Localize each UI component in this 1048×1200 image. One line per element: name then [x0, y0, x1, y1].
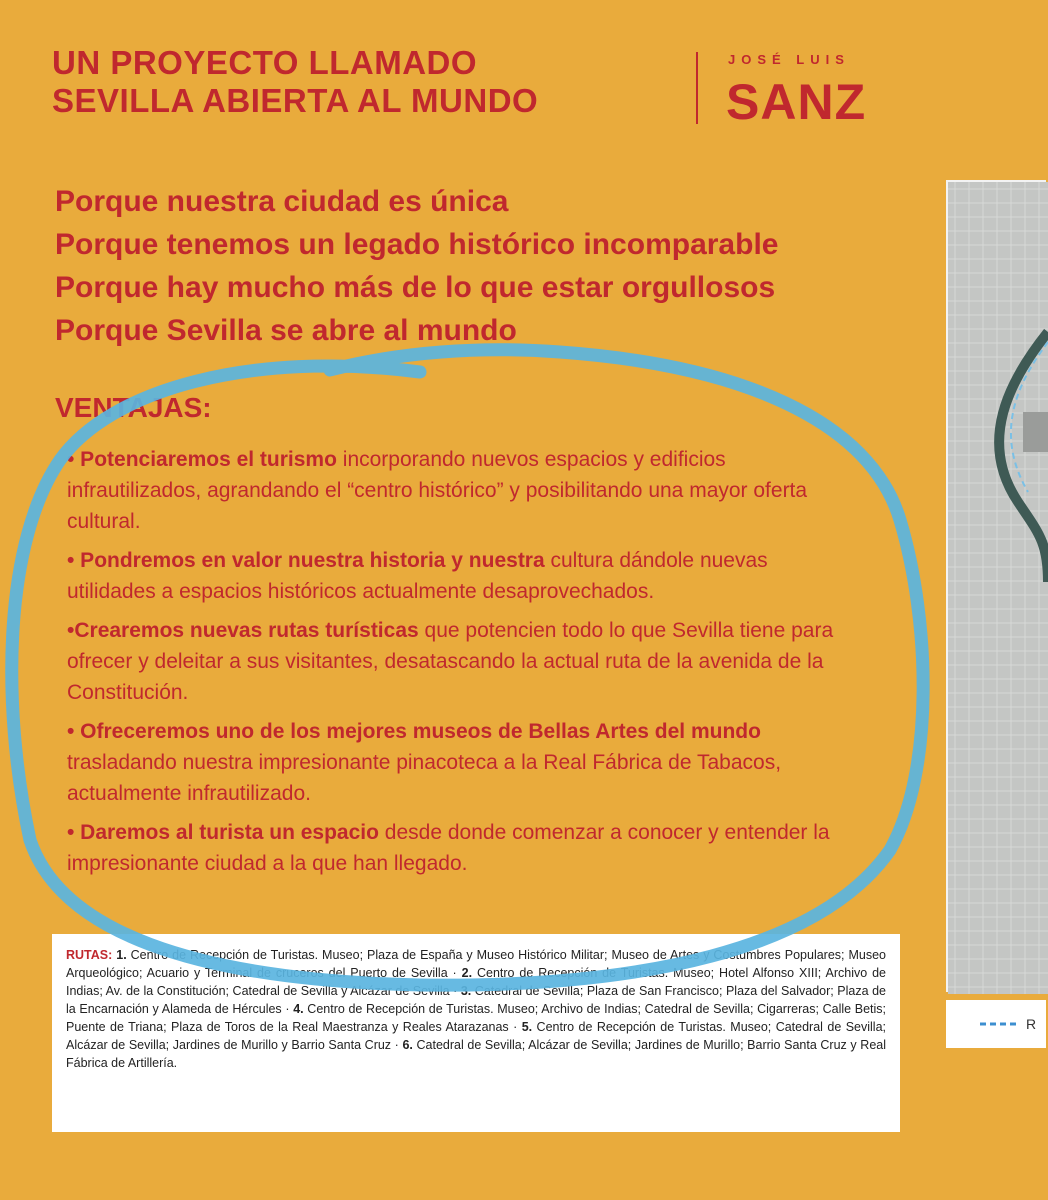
benefit-highlight: • Daremos al turista un espacio — [67, 821, 379, 844]
intro-line: Porque tenemos un legado histórico incomparable — [55, 228, 779, 261]
benefit-highlight: • Potenciaremos el turismo — [67, 448, 337, 471]
legend-line-icon — [946, 1000, 1006, 1048]
routes-label: RUTAS: — [66, 948, 113, 962]
intro-line: Porque nuestra ciudad es única — [55, 185, 509, 218]
routes-text — [66, 946, 886, 1072]
benefits-list — [55, 444, 855, 887]
intro-list — [55, 180, 778, 352]
route-number: 2. — [461, 966, 473, 980]
benefit-item — [55, 716, 855, 809]
section-title: VENTAJAS: — [55, 392, 212, 423]
route-number: 6. — [402, 1038, 413, 1052]
city-map-image — [948, 182, 1048, 994]
intro-line: Porque Sevilla se abre al mundo — [55, 314, 517, 347]
route-text: Catedral de Sevilla; Plaza de San Francisco; Plaza del Salvador; Plaza de la Encarnación y Alameda de Hércules · — [66, 984, 886, 1016]
benefit-item — [55, 615, 855, 708]
benefit-highlight: • Ofreceremos uno de los mejores museos de Bellas Artes del mundo — [67, 720, 761, 743]
benefit-text: que potencien todo lo que Sevilla tiene para ofrecer y deleitar a sus visitantes, desatascando la actual ruta de la avenida de la Constitución. — [67, 619, 834, 704]
route-text: Catedral de Sevilla; Alcázar de Sevilla; Jardines de Murillo; Barrio Santa Cruz y Real Fábrica de Artillería. — [66, 1038, 886, 1070]
legend-label: R — [1026, 1016, 1037, 1032]
city-map — [946, 180, 1046, 992]
benefit-item — [55, 444, 855, 537]
benefit-text: cultura dándole nuevas utilidades a espacios históricos actualmente desaprovechados. — [67, 549, 768, 603]
routes-box — [52, 934, 900, 1132]
benefit-item — [55, 545, 855, 607]
title-line-1: UN PROYECTO LLAMADO — [52, 44, 478, 81]
route-text: Centro de Recepción de Turistas. Museo; Hotel Alfonso XIII; Archivo de Indias; Av. de la Constitución; Catedral de Sevilla y Alcázar de Sevilla · — [66, 966, 886, 998]
title-line-2: SEVILLA ABIERTA AL MUNDO — [52, 82, 539, 119]
benefit-text: trasladando nuestra impresionante pinacoteca a la Real Fábrica de Tabacos, actualmente infrautilizado. — [67, 751, 782, 805]
route-number: 3. — [460, 984, 472, 998]
intro-line: Porque hay mucho más de lo que estar orgullosos — [55, 271, 776, 304]
route-text: Centro de Recepción de Turistas. Museo; Plaza de España y Museo Histórico Militar; Museo de Artes y Costumbres Populares; Museo Arqueológico; Acuario y Terminal de cruceros del Puerto de Sevilla · — [66, 948, 886, 980]
benefit-text: incorporando nuevos espacios y edificios infrautilizados, agrandando el “centro histórico” y posibilitando una mayor oferta cultural. — [67, 448, 808, 533]
benefit-item — [55, 817, 855, 879]
benefit-text: desde donde comenzar a conocer y entender la impresionante ciudad a la que han llegado. — [67, 821, 830, 875]
author-first-name: JOSÉ LUIS — [728, 52, 850, 67]
benefit-highlight: •Crearemos nuevas rutas turísticas — [67, 619, 419, 642]
title-divider — [696, 52, 698, 124]
route-number: 1. — [116, 948, 127, 962]
title-block — [52, 44, 538, 120]
route-number: 4. — [293, 1002, 304, 1016]
author-last-name: SANZ — [726, 74, 867, 130]
route-text: Centro de Recepción de Turistas. Museo; Catedral de Sevilla; Alcázar de Sevilla; Jardines de Murillo y Barrio Santa Cruz · — [66, 1020, 886, 1052]
map-legend — [946, 1000, 1046, 1048]
benefit-highlight: • Pondremos en valor nuestra historia y nuestra — [67, 549, 545, 572]
route-number: 5. — [521, 1020, 533, 1034]
route-text: Centro de Recepción de Turistas. Museo; Archivo de Indias; Catedral de Sevilla; Cigarreras; Calle Betis; Puente de Triana; Plaza de Toros de la Real Maestranza y Reales Atarazanas · — [66, 1002, 887, 1034]
